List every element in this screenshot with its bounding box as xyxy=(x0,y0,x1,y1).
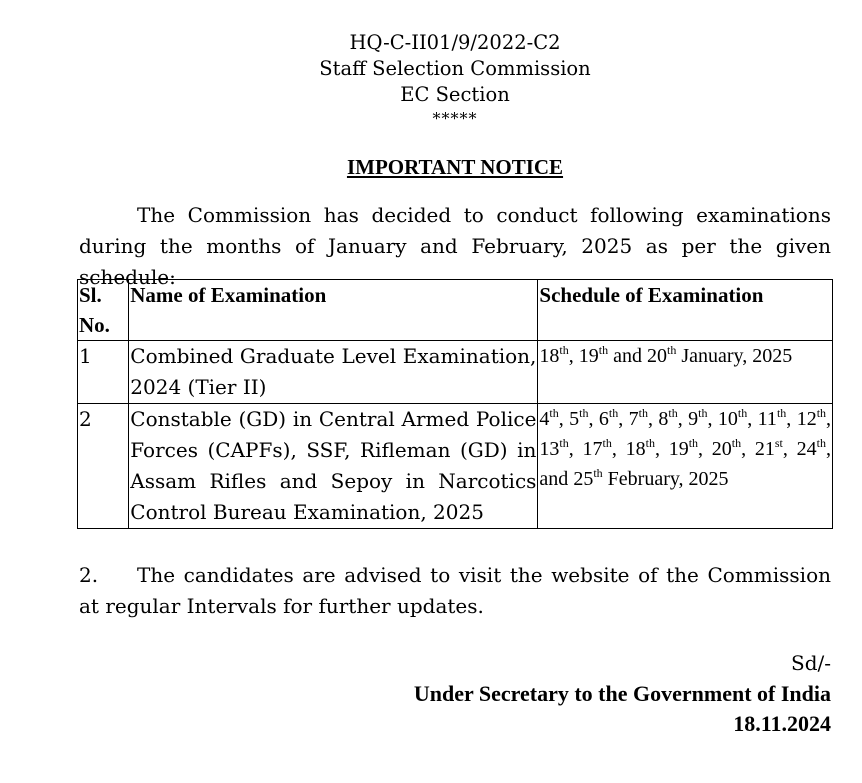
signatory-designation: Under Secretary to the Government of India xyxy=(413,681,831,706)
notice-date: 18.11.2024 xyxy=(733,711,831,736)
notice-title: IMPORTANT NOTICE xyxy=(346,155,564,179)
row-sl-no: 2 xyxy=(78,404,129,529)
row-schedule: 4th, 5th, 6th, 7th, 8th, 9th, 10th, 11th, 12th, 13th, 17th, 18th, 19th, 20th, 21st, 24th, and 25th February, 2025 xyxy=(538,404,833,529)
intro-text: The Commission has decided to conduct following examinations during the months of January and February, 2025 as per the given schedule: xyxy=(79,203,831,289)
header-sl-no: Sl. No. xyxy=(78,280,129,341)
header-separator: ***** xyxy=(432,109,478,128)
paragraph-2 xyxy=(79,560,831,622)
section-name: EC Section xyxy=(400,83,510,106)
row-exam-name: Combined Graduate Level Examination, 2024 (Tier II) xyxy=(129,341,538,404)
organisation-name: Staff Selection Commission xyxy=(319,57,591,80)
table-row xyxy=(78,341,833,404)
row-sl-no: 1 xyxy=(78,341,129,404)
table-row xyxy=(78,404,833,529)
paragraph-2-text: The candidates are advised to visit the website of the Commission at regular Intervals for further updates. xyxy=(79,563,831,618)
row-exam-name: Constable (GD) in Central Armed Police Forces (CAPFs), SSF, Rifleman (GD) in Assam Rifles and Sepoy in Narcotics Control Bureau Examination, 2025 xyxy=(129,404,538,529)
signature-sd: Sd/- xyxy=(791,651,831,675)
header-schedule: Schedule of Examination xyxy=(538,280,833,341)
exam-schedule-table xyxy=(77,279,833,529)
paragraph-2-number: 2. xyxy=(79,563,99,587)
header-exam-name: Name of Examination xyxy=(129,280,538,341)
table-header-row xyxy=(78,280,833,341)
row-schedule: 18th, 19th and 20th January, 2025 xyxy=(538,341,833,404)
reference-number: HQ-C-II01/9/2022-C2 xyxy=(349,31,561,54)
